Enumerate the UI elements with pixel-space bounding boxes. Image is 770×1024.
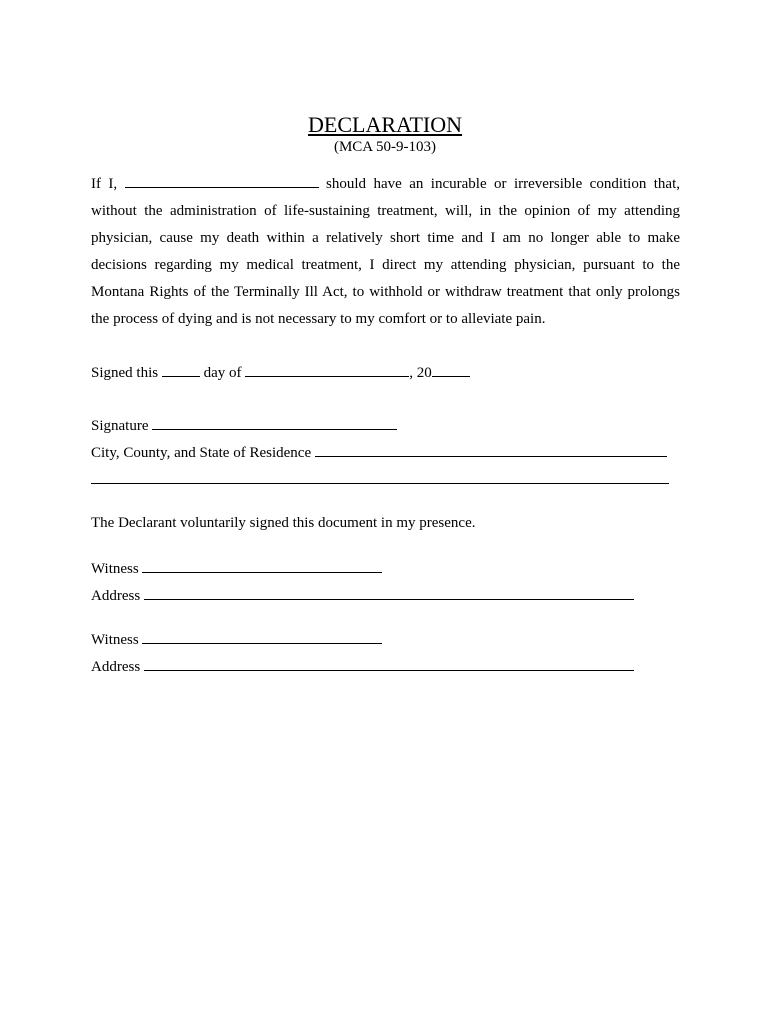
address-2-field[interactable] xyxy=(144,656,634,671)
residence-continuation-field[interactable] xyxy=(91,483,669,484)
witness-1-label: Witness xyxy=(91,561,139,577)
signed-date-line xyxy=(91,362,470,382)
signature-line xyxy=(91,415,397,435)
declaration-paragraph xyxy=(91,171,680,333)
page-title: DECLARATION xyxy=(308,112,462,137)
paragraph-body: should have an incurable or irreversible condition that, without the administration of life-sustaining treatment, will, in the opinion of my attending physician, cause my death within a relatively short time and I am no longer able to make decisions regarding my medical treatment, I direct my attending physician, pursuant to the Montana Rights of the Terminally Ill Act, to withhold or withdraw treatment that only prolongs the process of dying and is not necessary to my comfort or to alleviate pain. xyxy=(91,176,681,327)
residence-line xyxy=(91,442,667,462)
statute-citation: (MCA 50-9-103) xyxy=(333,139,437,155)
witness-2-signature-field[interactable] xyxy=(142,629,382,644)
address-1-line xyxy=(91,585,634,605)
signature-label: Signature xyxy=(91,418,149,434)
address-2-line xyxy=(91,656,634,676)
residence-label: City, County, and State of Residence xyxy=(91,445,312,461)
address-2-label: Address xyxy=(91,659,141,675)
signature-field[interactable] xyxy=(152,415,397,430)
residence-field[interactable] xyxy=(315,442,667,457)
year-field[interactable] xyxy=(432,362,470,377)
address-1-label: Address xyxy=(91,588,141,604)
declarant-name-field[interactable] xyxy=(125,173,319,188)
witness-1-line xyxy=(91,558,382,578)
witness-2-line xyxy=(91,629,382,649)
signed-this-label: Signed this xyxy=(91,365,159,381)
day-field[interactable] xyxy=(162,362,200,377)
paragraph-prefix: If I, xyxy=(91,176,118,192)
witness-statement: The Declarant voluntarily signed this document in my presence. xyxy=(91,515,476,531)
day-of-label: day of xyxy=(203,365,242,381)
witness-2-label: Witness xyxy=(91,632,139,648)
witness-1-signature-field[interactable] xyxy=(142,558,382,573)
year-prefix: , 20 xyxy=(409,365,432,381)
address-1-field[interactable] xyxy=(144,585,634,600)
month-field[interactable] xyxy=(245,362,409,377)
